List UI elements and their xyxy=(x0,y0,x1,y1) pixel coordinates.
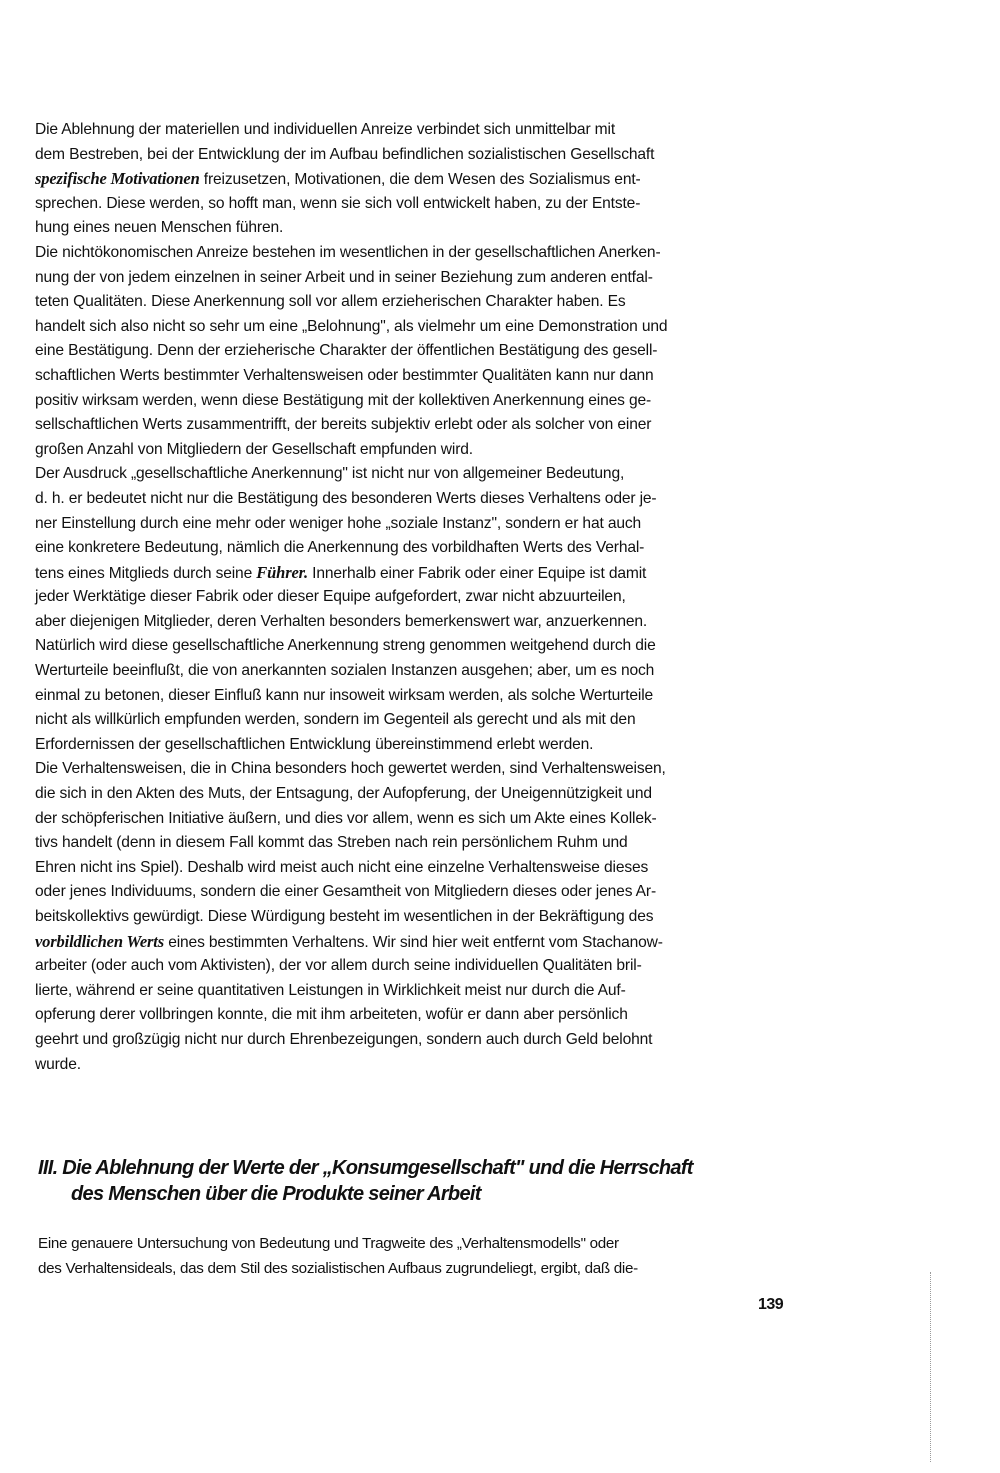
text-line: sprechen. Diese werden, so hofft man, wenn sie sich voll entwickelt haben, zu der Entste- xyxy=(35,194,641,212)
text-line: aber diejenigen Mitglieder, deren Verhalten besonders bemerkenswert war, anzuerkennen. xyxy=(35,612,648,630)
text-line: großen Anzahl von Mitgliedern der Gesellschaft empfunden wird. xyxy=(35,440,473,458)
text-line: Eine genauere Untersuchung von Bedeutung und Tragweite des „Verhaltensmodells" oder xyxy=(38,1235,619,1252)
text-line: eine Bestätigung. Denn der erzieherische Charakter der öffentlichen Bestätigung des gesell- xyxy=(35,342,658,360)
text-line: nicht als willkürlich empfunden werden, sondern im Gegenteil als gerecht und als mit den xyxy=(35,711,636,729)
text-line: jeder Werktätige dieser Fabrik oder dieser Equipe aufgefordert, zwar nicht abzuurteilen, xyxy=(35,588,626,606)
text-line: Die Verhaltensweisen, die in China besonders hoch gewertet werden, sind Verhaltensweisen, xyxy=(35,760,666,778)
closing-paragraph xyxy=(38,1232,808,1281)
text-line: Der Ausdruck „gesellschaftliche Anerkennung" ist nicht nur von allgemeiner Bedeutung, xyxy=(35,465,625,483)
text-line: beitskollektivs gewürdigt. Diese Würdigung besteht im wesentlichen in der Bekräftigung des xyxy=(35,908,654,925)
text-line: tens eines Mitglieds durch seine Führer. Innerhalb einer Fabrik oder einer Equipe ist damit xyxy=(35,562,647,582)
text-line: lierte, während er seine quantitativen Leistungen in Wirklichkeit meist nur durch die Auf- xyxy=(35,981,626,999)
section-heading-line: III. Die Ablehnung der Werte der „Konsumgesellschaft" und die Herrschaft xyxy=(38,1157,693,1179)
text-line: schaftlichen Werts bestimmter Verhaltensweisen oder bestimmter Qualitäten kann nur dann xyxy=(35,366,654,384)
text-line: Ehren nicht ins Spiel). Deshalb wird meist auch nicht eine einzelne Verhaltensweise dieses xyxy=(35,858,649,876)
text-line: oder jenes Individuums, sondern die einer Gesamtheit von Mitgliedern dieses oder jenes Ar- xyxy=(35,883,656,901)
text-line: Erfordernissen der gesellschaftlichen Entwicklung übereinstimmend erlebt werden. xyxy=(35,735,594,753)
paragraph xyxy=(35,462,805,757)
emphasis-text: vorbildlichen Werts xyxy=(35,931,165,951)
text-line: Die nichtökonomischen Anreize bestehen im wesentlichen in der gesellschaftlichen Anerken- xyxy=(35,243,661,261)
text-line: einmal zu betonen, dieser Einfluß kann nur insoweit wirksam werden, als solche Werturteile xyxy=(35,686,654,704)
text-line: d. h. er bedeutet nicht nur die Bestätigung des besonderen Werts dieses Verhaltens oder je- xyxy=(35,489,657,507)
text-line: tivs handelt (denn in diesem Fall kommt das Streben nach rein persönlichem Ruhm und xyxy=(35,834,628,852)
text-line: geehrt und großzügig nicht nur durch Ehrenbezeigungen, sondern auch durch Geld belohnt xyxy=(35,1030,653,1048)
paragraph xyxy=(35,757,805,1077)
text-line: handelt sich also nicht so sehr um eine „Belohnung", als vielmehr um eine Demonstration und xyxy=(35,317,668,335)
section-heading-line: des Menschen über die Produkte seiner Arbeit xyxy=(71,1183,481,1205)
page-number: 139 xyxy=(758,1296,784,1313)
text-line: Natürlich wird diese gesellschaftliche Anerkennung streng genommen weitgehend durch die xyxy=(35,637,656,655)
text-line: wurde. xyxy=(35,1055,81,1073)
scan-edge-mark xyxy=(930,1272,931,1462)
text-line: ner Einstellung durch eine mehr oder weniger hohe „soziale Instanz", sondern er hat auch xyxy=(35,514,642,532)
emphasis-text: Führer. xyxy=(256,562,308,582)
text-line: sellschaftlichen Werts zusammentrifft, der bereits subjektiv erlebt oder als solcher von einer xyxy=(35,416,652,434)
text-line: opferung derer vollbringen konnte, die mit ihm arbeiteten, wofür er dann aber persönlich xyxy=(35,1006,628,1024)
emphasis-text: spezifische Motivationen xyxy=(35,169,200,189)
text-line: teten Qualitäten. Diese Anerkennung soll vor allem erzieherischen Charakter haben. Es xyxy=(35,293,626,311)
text-line: spezifische Motivationen freizusetzen, Motivationen, die dem Wesen des Sozialismus ent- xyxy=(35,169,641,189)
paragraph xyxy=(35,241,805,462)
text-line: nung der von jedem einzelnen in seiner Arbeit und in seiner Beziehung zum anderen entfal- xyxy=(35,268,653,286)
text-line: eine konkretere Bedeutung, nämlich die Anerkennung des vorbildhaften Werts des Verhal- xyxy=(35,539,645,557)
text-line: Werturteile beeinflußt, die von anerkannten sozialen Instanzen ausgehen; aber, um es noch xyxy=(35,662,655,680)
text-line: die sich in den Akten des Muts, der Entsagung, der Aufopferung, der Uneigennützigkeit und xyxy=(35,785,652,803)
text-line: der schöpferischen Initiative äußern, und dies vor allem, wenn es sich um Akte eines Kollek- xyxy=(35,809,657,827)
text-line: Die Ablehnung der materiellen und individuellen Anreize verbindet sich unmittelbar mit xyxy=(35,121,616,138)
text-line: vorbildlichen Werts eines bestimmten Verhaltens. Wir sind hier weit entfernt vom Stachanow- xyxy=(35,931,663,951)
text-line: dem Bestreben, bei der Entwicklung der im Aufbau befindlichen sozialistischen Gesellschaft xyxy=(35,145,655,163)
text-line: positiv wirksam werden, wenn diese Bestätigung mit der kollektiven Anerkennung eines ge- xyxy=(35,391,652,409)
body-text xyxy=(35,118,805,1077)
section-heading xyxy=(38,1155,808,1207)
text-line: des Verhaltensideals, das dem Stil des sozialistischen Aufbaus zugrundeliegt, ergibt, daß die- xyxy=(38,1259,638,1277)
text-line: hung eines neuen Menschen führen. xyxy=(35,219,284,237)
text-line: arbeiter (oder auch vom Aktivisten), der vor allem durch seine individuellen Qualitäten bril- xyxy=(35,957,642,975)
paragraph xyxy=(35,118,805,241)
